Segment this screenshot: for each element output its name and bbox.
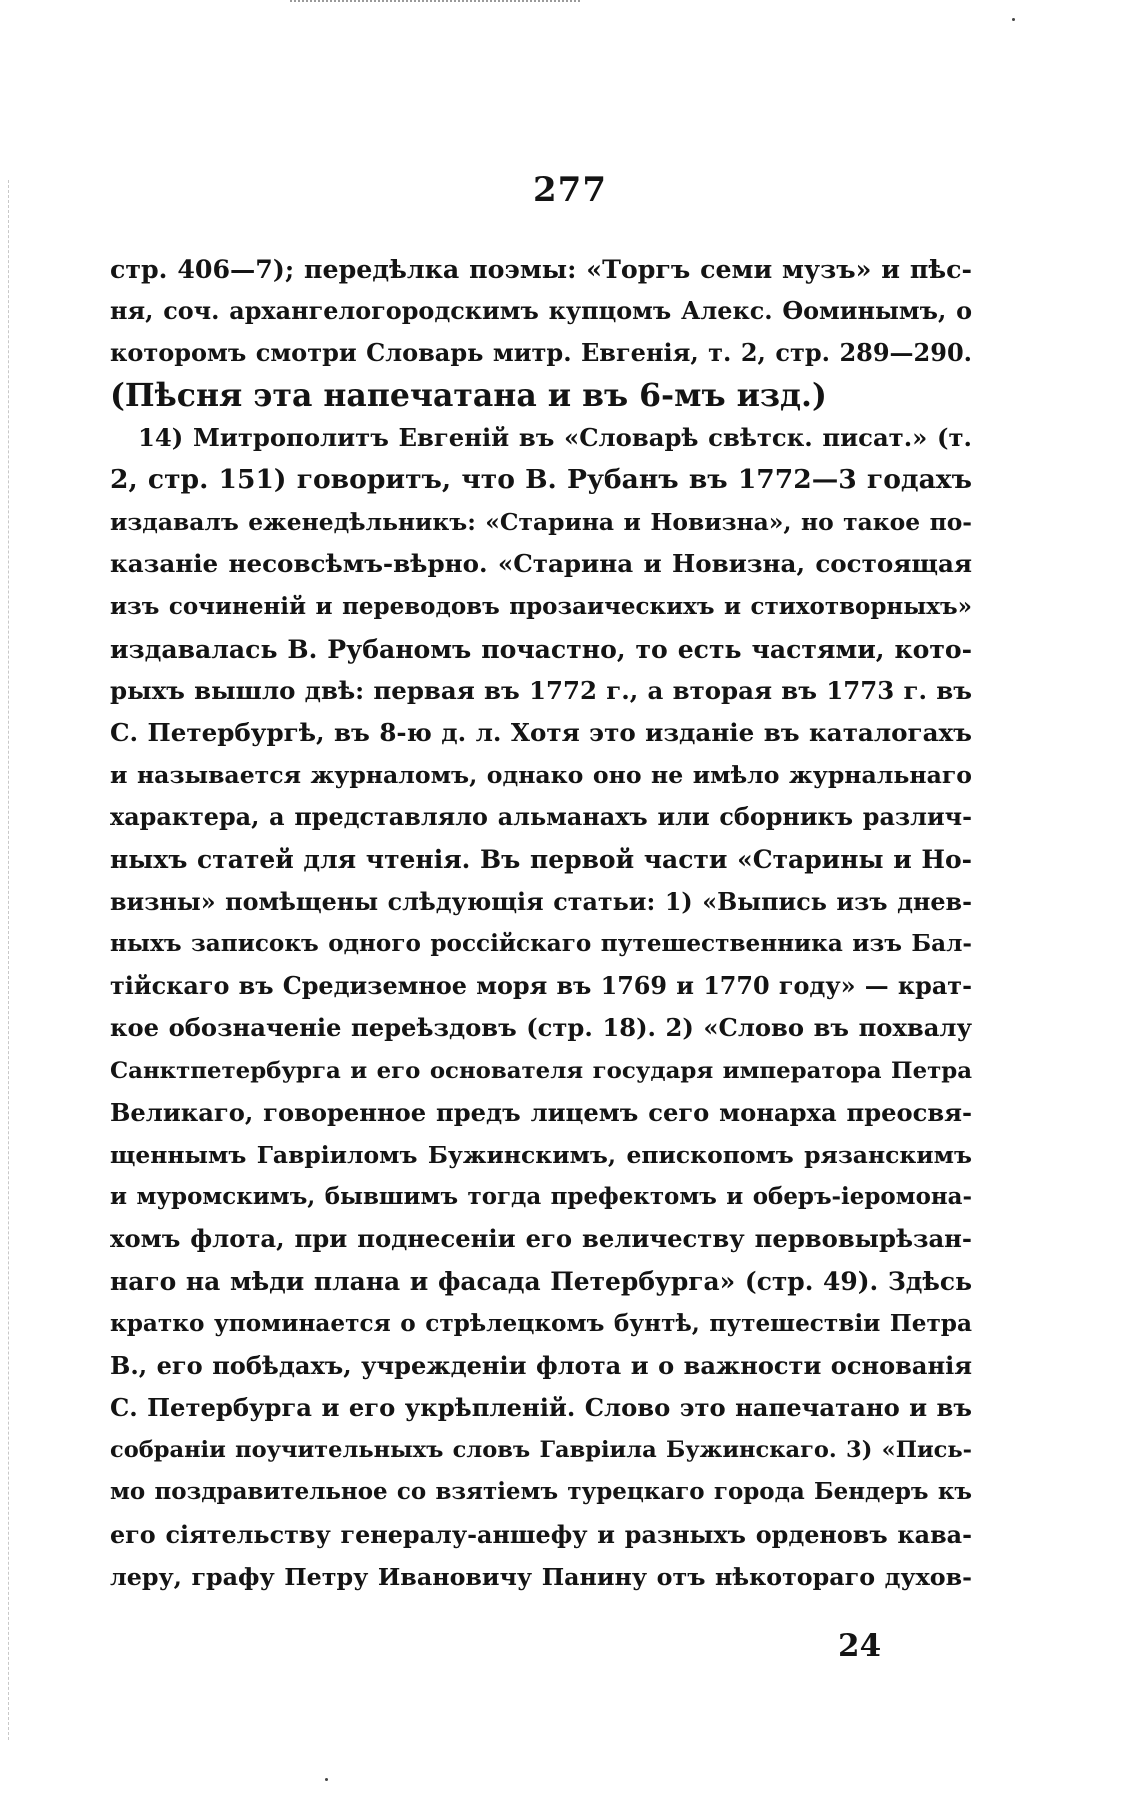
text-line: и называется журналомъ, однако оно не имѣло журнальнаго [110, 761, 972, 790]
scan-left-edge [8, 180, 9, 1740]
text-line: мо поздравительное со взятіемъ турецкаго города Бендеръ къ [110, 1478, 972, 1506]
scan-speck [325, 1778, 328, 1781]
body-text [110, 248, 972, 1598]
scan-speck [1012, 18, 1015, 21]
text-line: Великаго, говоренное предъ лицемъ сего монарха преосвя- [110, 1097, 972, 1127]
text-line: кратко упоминается о стрѣлецкомъ бунтѣ, путешествіи Петра [110, 1309, 972, 1337]
text-line: издавалась В. Рубаномъ почастно, то есть частями, кото- [110, 633, 972, 664]
text-line: визны» помѣщены слѣдующія статьи: 1) «Выпись изъ днев- [110, 887, 972, 916]
text-line: ня, соч. архангелогородскимъ купцомъ Алекс. Ѳоминымъ, о [110, 297, 972, 326]
text-line: 14) Митрополитъ Евгеній въ «Словарѣ свѣтск. писат.» (т. [138, 422, 972, 452]
text-line: щеннымъ Гавріиломъ Бужинскимъ, епископомъ рязанскимъ [110, 1140, 972, 1169]
text-line: казаніе несовсѣмъ-вѣрно. «Старина и Новизна, состоящая [110, 549, 972, 579]
text-line: 2, стр. 151) говоритъ, что В. Рубанъ въ 1772—3 годахъ [110, 463, 972, 495]
text-line: стр. 406—7); передѣлка поэмы: «Торгъ семи музъ» и пѣс- [110, 254, 972, 284]
text-line: характера, а представляло альманахъ или сборникъ различ- [110, 803, 972, 832]
text-line: ныхъ статей для чтенія. Въ первой части «Старины и Но- [110, 844, 972, 874]
text-line: и муромскимъ, бывшимъ тогда префектомъ и оберъ-іеромона- [110, 1183, 972, 1211]
text-line: леру, графу Петру Ивановичу Панину отъ нѣкотораго духов- [110, 1562, 972, 1591]
text-line: С. Петербургѣ, въ 8-ю д. л. Хотя это изданіе въ каталогахъ [110, 718, 972, 748]
page-number: 277 [533, 170, 607, 210]
text-line: С. Петербурга и его укрѣпленій. Слово это напечатано и въ [110, 1393, 972, 1423]
text-line: (Пѣсня эта напечатана и въ 6-мъ изд.) [110, 376, 827, 414]
text-line: хомъ флота, при поднесеніи его величеству первовырѣзан- [110, 1224, 972, 1254]
text-line: его сіятельству генералу-аншефу и разныхъ орденовъ кава- [110, 1520, 972, 1549]
text-line: кое обозначеніе переѣздовъ (стр. 18). 2) «Слово въ похвалу [110, 1013, 972, 1043]
text-line: наго на мѣди плана и фасада Петербурга» (стр. 49). Здѣсь [110, 1266, 972, 1296]
text-line: В., его побѣдахъ, учрежденіи флота и о важности основанія [110, 1350, 972, 1380]
signature-mark: 24 [838, 1628, 882, 1664]
text-line: Санктпетербурга и его основателя государя императора Петра [110, 1057, 972, 1084]
text-line: изъ сочиненій и переводовъ прозаическихъ и стихотворныхъ» [110, 592, 972, 620]
text-line: рыхъ вышло двѣ: первая въ 1772 г., а вторая въ 1773 г. въ [110, 675, 972, 705]
text-line: собраніи поучительныхъ словъ Гавріила Бужинскаго. 3) «Пись- [110, 1437, 972, 1464]
text-line: ныхъ записокъ одного россійскаго путешественника изъ Бал- [110, 930, 972, 957]
scan-top-edge [290, 0, 580, 6]
text-line: издавалъ еженедѣльникъ: «Старина и Новизна», но такое по- [110, 508, 972, 537]
text-line: тійскаго въ Средиземное моря въ 1769 и 1770 году» — крат- [110, 972, 972, 1001]
text-line: которомъ смотри Словарь митр. Евгенія, т. 2, стр. 289—290. [110, 338, 972, 368]
